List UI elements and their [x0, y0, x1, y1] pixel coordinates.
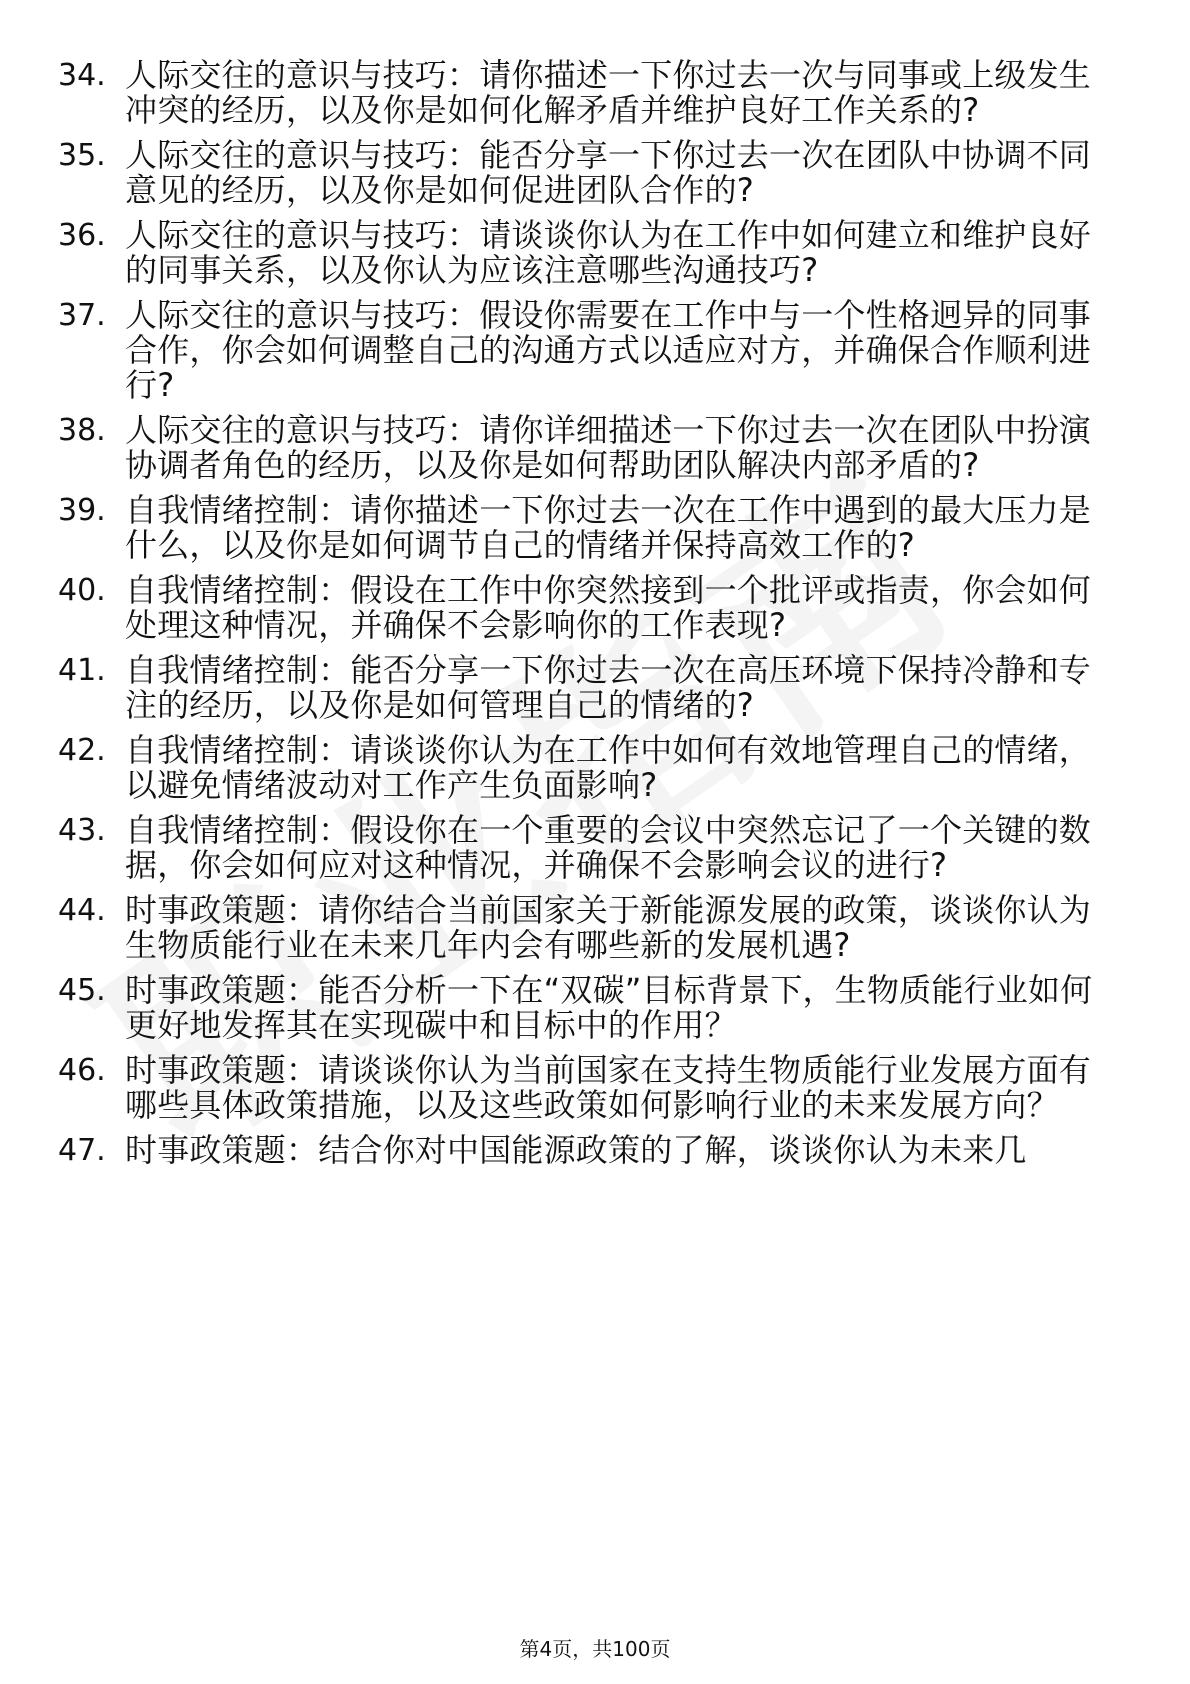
question-item [0, 813, 1190, 883]
question-number: 44. [58, 893, 106, 928]
question-number: 43. [58, 813, 106, 848]
question-item [0, 218, 1190, 288]
question-text: 自我情绪控制：请谈谈你认为在工作中如何有效地管理自己的情绪，以避免情绪波动对工作产生负面影响? [125, 731, 1092, 804]
question-item [0, 733, 1190, 803]
page-number: 第4页，共100页 [519, 1637, 671, 1661]
question-item [0, 893, 1190, 963]
question-text: 时事政策题：结合你对中国能源政策的了解，谈谈你认为未来几 [125, 1131, 1027, 1169]
question-text: 自我情绪控制：假设在工作中你突然接到一个批评或指责，你会如何处理这种情况，并确保不会影响你的工作表现? [125, 571, 1092, 644]
question-number: 35. [58, 138, 106, 173]
question-text: 时事政策题：能否分析一下在“双碳”目标背景下，生物质能行业如何更好地发挥其在实现碳中和目标中的作用？ [125, 971, 1093, 1044]
question-text: 人际交往的意识与技巧：假设你需要在工作中与一个性格迥异的同事合作，你会如何调整自己的沟通方式以适应对方，并确保合作顺利进行? [125, 296, 1092, 404]
question-text: 自我情绪控制：假设你在一个重要的会议中突然忘记了一个关键的数据，你会如何应对这种情况，并确保不会影响会议的进行? [125, 811, 1092, 884]
question-item [0, 573, 1190, 643]
question-item [0, 138, 1190, 208]
question-number: 41. [58, 653, 106, 688]
question-number: 34. [58, 58, 106, 93]
question-text: 自我情绪控制：能否分享一下你过去一次在高压环境下保持冷静和专注的经历，以及你是如何管理自己的情绪的? [125, 651, 1092, 724]
question-list [0, 58, 1190, 1178]
question-number: 45. [58, 973, 106, 1008]
question-number: 46. [58, 1053, 106, 1088]
question-number: 39. [58, 493, 106, 528]
question-text: 人际交往的意识与技巧：能否分享一下你过去一次在团队中协调不同意见的经历，以及你是如何促进团队合作的? [125, 136, 1092, 209]
question-text: 人际交往的意识与技巧：请谈谈你认为在工作中如何建立和维护良好的同事关系，以及你认为应该注意哪些沟通技巧? [125, 216, 1092, 289]
question-text: 自我情绪控制：请你描述一下你过去一次在工作中遇到的最大压力是什么，以及你是如何调节自己的情绪并保持高效工作的? [125, 491, 1092, 564]
question-item [0, 493, 1190, 563]
question-text: 人际交往的意识与技巧：请你详细描述一下你过去一次在团队中扮演协调者角色的经历，以及你是如何帮助团队解决内部矛盾的? [125, 411, 1092, 484]
question-text: 人际交往的意识与技巧：请你描述一下你过去一次与同事或上级发生冲突的经历，以及你是如何化解矛盾并维护良好工作关系的? [125, 56, 1092, 129]
question-item [0, 1133, 1190, 1168]
question-text: 时事政策题：请你结合当前国家关于新能源发展的政策，谈谈你认为生物质能行业在未来几年内会有哪些新的发展机遇? [125, 891, 1092, 964]
question-number: 47. [58, 1133, 106, 1168]
question-number: 36. [58, 218, 106, 253]
question-item [0, 298, 1190, 403]
question-number: 40. [58, 573, 106, 608]
question-item [0, 973, 1190, 1043]
question-text: 时事政策题：请谈谈你认为当前国家在支持生物质能行业发展方面有哪些具体政策措施，以及这些政策如何影响行业的未来发展方向？ [125, 1051, 1092, 1124]
question-number: 42. [58, 733, 106, 768]
question-number: 38. [58, 413, 106, 448]
question-item [0, 413, 1190, 483]
question-number: 37. [58, 298, 106, 333]
question-item [0, 653, 1190, 723]
question-item [0, 1053, 1190, 1123]
question-item [0, 58, 1190, 128]
